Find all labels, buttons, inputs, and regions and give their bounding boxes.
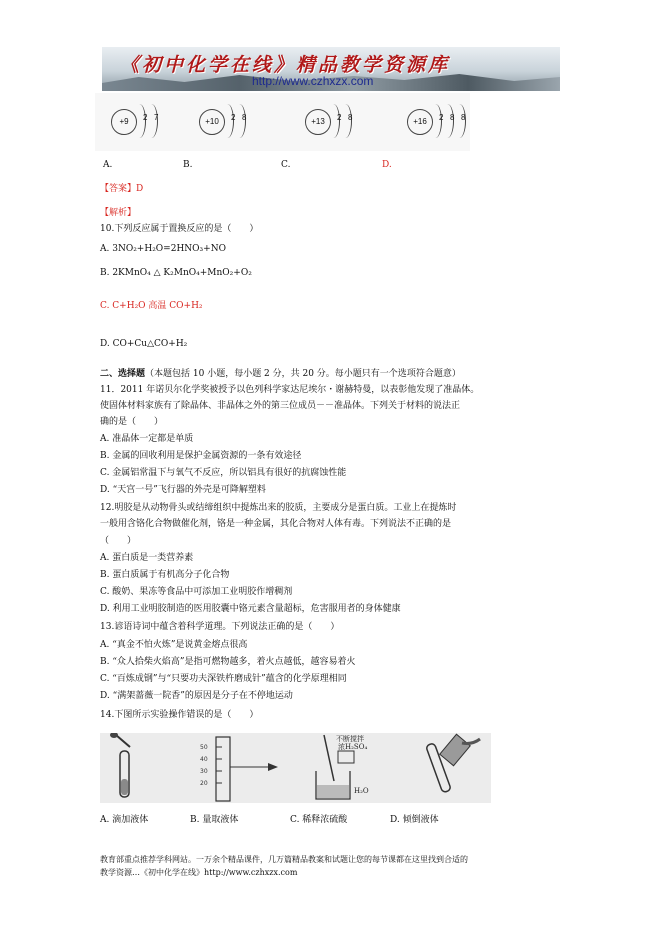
q11-option-a: A. 准晶体一定都是单质 (100, 434, 194, 444)
label-water: H₂O (354, 787, 369, 795)
q13-option-b: B. “众人拾柴火焰高”是指可燃物越多，着火点越低，越容易着火 (100, 657, 356, 667)
option-label-d: D. (382, 160, 392, 170)
q10-option-d: D. CO+Cu△CO+H₂ (100, 339, 188, 349)
shell-electrons: 8 (242, 113, 247, 122)
q12-stem-line1: 12.明胶是从动物骨头或结缔组织中提炼出来的胶质，主要成分是蛋白质。工业上在提炼时 (100, 503, 457, 513)
q12-stem-line2: 一般用含铬化合物做催化剂，铬是一种金属，其化合物对人体有毒。下列说法不正确的是 (100, 519, 452, 529)
nucleus: +13 (305, 109, 331, 135)
q11-option-b: B. 金属的回收利用是保护金属资源的一条有效途径 (100, 451, 302, 461)
q11-option-d: D. “天宫一号”飞行器的外壳是可降解塑料 (100, 485, 266, 495)
banner-title: 《初中化学在线》精品教学资源库 (120, 54, 451, 76)
q12-option-b: B. 蛋白质属于有机高分子化合物 (100, 570, 230, 580)
q13-option-c: C. “百炼成钢”与“只要功夫深铁杵磨成针”蕴含的化学原理相同 (100, 674, 347, 684)
shell-electrons: 8 (348, 113, 353, 122)
q12-option-d: D. 利用工业明胶制造的医用胶囊中铬元素含量超标，危害服用者的身体健康 (100, 604, 401, 614)
shell-electrons: 2 (143, 113, 148, 122)
q12-option-a: A. 蛋白质是一类营养素 (100, 553, 194, 563)
svg-text:20: 20 (200, 780, 208, 787)
option-label-b: B. (183, 160, 193, 170)
page-footer (100, 853, 570, 879)
banner-url[interactable]: http://www.czhxzx.com (252, 74, 374, 88)
q14-option-a: A. 滴加液体 (100, 815, 149, 825)
q10-option-b: B. 2KMnO₄ △ K₂MnO₄+MnO₂+O₂ (100, 268, 252, 278)
shell-electrons: 2 (231, 113, 236, 122)
atom-diagram-b (185, 99, 275, 145)
q10-stem: 10.下列反应属于置换反应的是（ ） (100, 224, 259, 234)
shell-electrons: 2 (439, 113, 444, 122)
atom-diagram-a (97, 99, 187, 145)
q10-option-c: C. C+H₂O 高温 CO+H₂ (100, 301, 203, 311)
nucleus: +16 (407, 109, 433, 135)
q11-stem-line3: 确的是（ ） (100, 417, 164, 427)
dropper-test-tube-illustration (100, 733, 198, 803)
graduated-cylinder-illustration (198, 733, 296, 803)
shell-electrons: 7 (154, 113, 159, 122)
footer-line2: 教学资源…《初中化学在线》http://www.czhxzx.com (100, 868, 298, 877)
footer-line1: 教育部重点推荐学科网站。一万余个精品课件，几万篇精品教案和试题让您的每节课都在这里找到合适的 (100, 855, 468, 864)
section-title: 二、选择题 (100, 369, 146, 379)
q11-stem-line1: 11．2011 年诺贝尔化学奖被授予以色列科学家达尼埃尔・谢赫特曼，以表彰他发现了准晶体。 (100, 385, 480, 395)
q11-option-c: C. 金属铝常温下与氧气不反应，所以铝具有很好的抗腐蚀性能 (100, 468, 347, 478)
atom-diagram-c (291, 99, 381, 145)
q10-option-a: A. 3NO₂+H₂O=2HNO₃+NO (100, 244, 226, 254)
q14-option-d: D. 倾倒液体 (390, 815, 439, 825)
section-heading (100, 368, 461, 381)
site-banner (102, 47, 560, 91)
q12-stem-line3: （ ） (100, 536, 137, 546)
q14-stem: 14.下图所示实验操作错误的是（ ） (100, 710, 259, 720)
svg-text:50: 50 (200, 744, 208, 751)
svg-text:40: 40 (200, 756, 208, 763)
q13-stem: 13.谚语诗词中蕴含着科学道理。下列说法正确的是（ ） (100, 622, 340, 632)
label-stir: 不断搅拌 (336, 735, 364, 743)
label-conc-acid: 浓H₂SO₄ (338, 743, 368, 751)
shell-electrons: 8 (450, 113, 455, 122)
option-label-a: A. (103, 160, 113, 170)
q13-option-a: A. “真金不怕火炼”是说黄金熔点很高 (100, 640, 248, 650)
answer-line: 【答案】D (100, 184, 144, 194)
lab-operations-figure (100, 733, 491, 803)
pouring-liquid-illustration (394, 733, 491, 803)
shell-electrons: 8 (461, 113, 466, 122)
atom-structure-diagrams (95, 93, 470, 151)
option-label-c: C. (281, 160, 291, 170)
q11-stem-line2: 使固体材料家族有了除晶体、非晶体之外的第三位成员－－准晶体。下列关于材料的说法正 (100, 401, 461, 411)
svg-text:30: 30 (200, 768, 208, 775)
shell-electrons: 2 (337, 113, 342, 122)
dilute-sulfuric-acid-illustration (296, 733, 394, 803)
q14-option-b: B. 量取液体 (190, 815, 239, 825)
nucleus: +9 (111, 109, 137, 135)
q13-option-d: D. “满架蔷薇一院香”的原因是分子在不停地运动 (100, 691, 293, 701)
q12-option-c: C. 酸奶、果冻等食品中可添加工业明胶作增稠剂 (100, 587, 293, 597)
nucleus: +10 (199, 109, 225, 135)
section-description: （本题包括 10 小题，每小题 2 分，共 20 分。每小题只有一个选项符合题意） (145, 369, 461, 379)
analysis-heading: 【解析】 (100, 208, 137, 218)
atom-diagram-d (393, 99, 470, 145)
q14-option-c: C. 稀释浓硫酸 (290, 815, 348, 825)
